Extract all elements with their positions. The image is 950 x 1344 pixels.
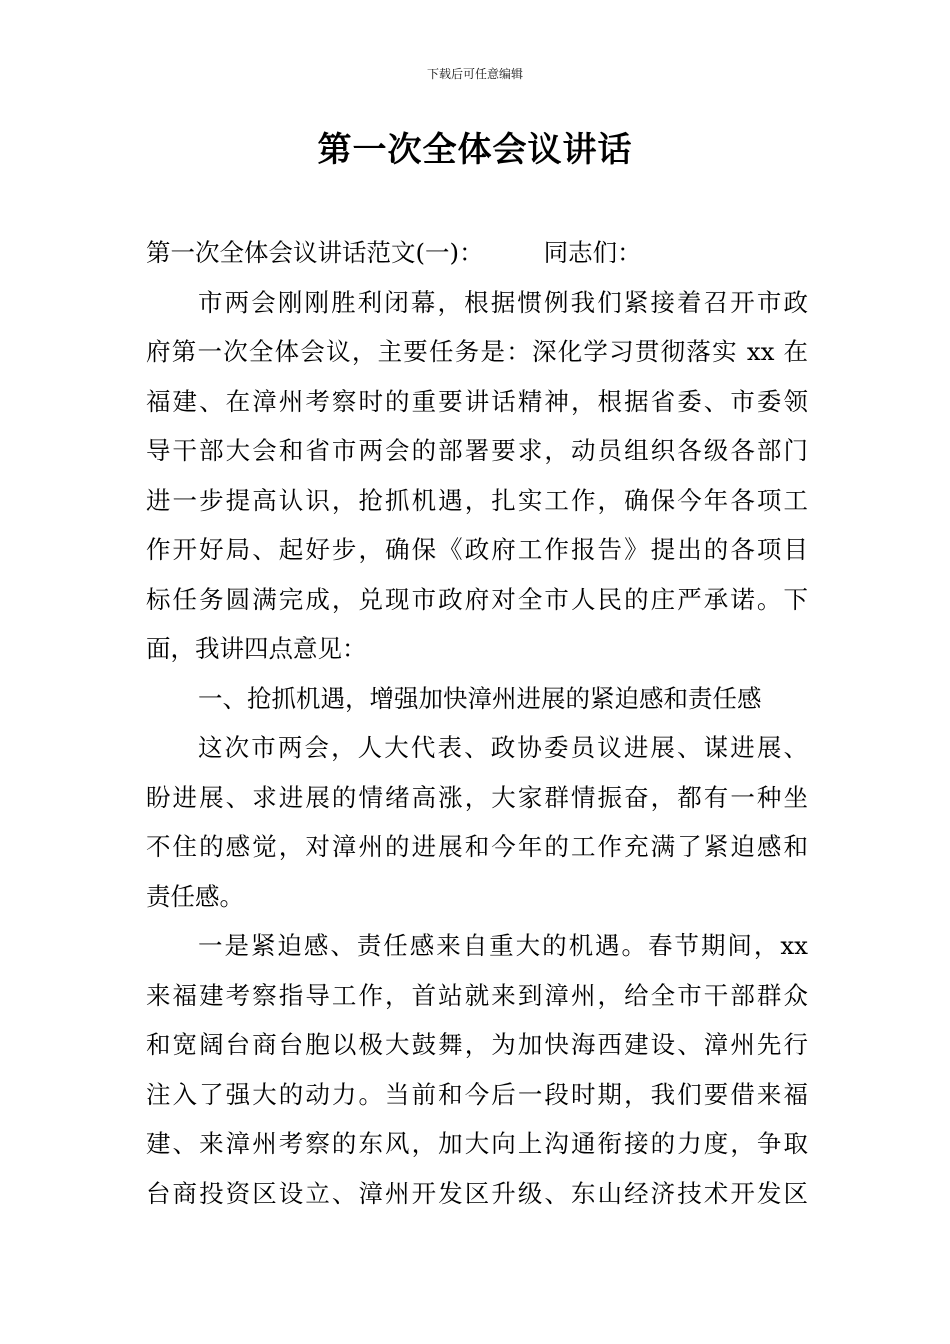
paragraph-line: 标任务圆满完成，兑现市政府对全市人民的庄严承诺。下 — [146, 584, 808, 614]
paragraph-line: 一是紧迫感、责任感来自重大的机遇。春节期间，xx — [198, 931, 808, 960]
paragraph-line: 福建、在漳州考察时的重要讲话精神，根据省委、市委领 — [146, 386, 808, 416]
paragraph-line: 不住的感觉，对漳州的进展和今年的工作充满了紧迫感和 — [146, 832, 808, 861]
paragraph-line: 责任感。 — [146, 881, 244, 911]
paragraph-line: 来福建考察指导工作，首站就来到漳州，给全市干部群众 — [146, 980, 808, 1010]
intro-line — [146, 228, 808, 278]
paragraph-line: 作开好局、起好步，确保《政府工作报告》提出的各项目 — [146, 535, 808, 564]
salutation: 同志们： — [543, 238, 642, 267]
paragraph-line: 导干部大会和省市两会的部署要求，动员组织各级各部门 — [146, 436, 808, 465]
document-body — [146, 228, 808, 1218]
paragraph-line: 和宽阔台商台胞以极大鼓舞，为加快海西建设、漳州先行 — [146, 1030, 808, 1059]
paragraph-line: 注入了强大的动力。当前和今后一段时期，我们要借来福 — [146, 1079, 808, 1109]
section-heading: 一、抢抓机遇，增强加快漳州进展的紧迫感和责任感 — [198, 683, 762, 713]
paragraph-line: 台商投资区设立、漳州开发区升级、东山经济技术开发区 — [146, 1178, 808, 1208]
page-header-note: 下载后可任意编辑 — [426, 67, 523, 81]
paragraph-line: 盼进展、求进展的情绪高涨，大家群情振奋，都有一种坐 — [146, 782, 808, 812]
paragraph-line: 进一步提高认识，抢抓机遇，扎实工作，确保今年各项工 — [146, 485, 808, 515]
speech-heading: 第一次全体会议讲话范文(一)： — [146, 238, 484, 267]
document-title: 第一次全体会议讲话 — [317, 130, 633, 170]
paragraph-line: 府第一次全体会议，主要任务是：深化学习贯彻落实 xx 在 — [146, 337, 808, 366]
paragraph-line: 建、来漳州考察的东风，加大向上沟通衔接的力度，争取 — [146, 1129, 808, 1158]
paragraph-line: 面，我讲四点意见： — [146, 634, 367, 663]
paragraph-line: 这次市两会，人大代表、政协委员议进展、谋进展、 — [198, 733, 808, 762]
paragraph-line: 市两会刚刚胜利闭幕，根据惯例我们紧接着召开市政 — [198, 287, 808, 317]
